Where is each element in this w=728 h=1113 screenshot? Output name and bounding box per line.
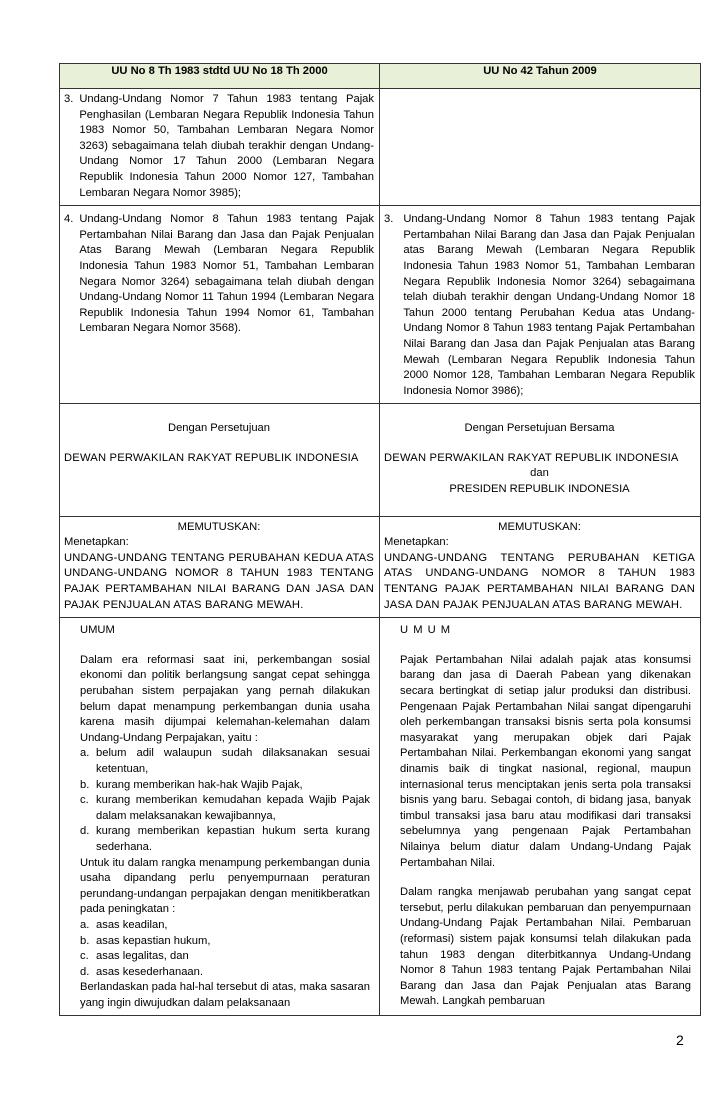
list-item <box>80 778 370 794</box>
general-left <box>60 618 380 1016</box>
decide-left <box>60 516 380 618</box>
establish-label-right: Menetapkan: <box>384 536 449 549</box>
consider-row-1 <box>60 89 701 206</box>
item-letter: b. <box>80 778 90 791</box>
general-heading-right: U M U M <box>400 624 452 637</box>
decide-row <box>60 516 701 618</box>
item-letter: d. <box>80 965 90 978</box>
approval-body-left: DEWAN PERWAKILAN RAKYAT REPUBLIK INDONESIA <box>64 451 359 464</box>
decide-heading-right: MEMUTUSKAN: <box>498 520 581 533</box>
item-number: 3. <box>384 213 394 226</box>
general-end-left: Berlandaskan pada hal-hal tersebut di atas, maka sasaran yang ingin diwujudkan dalam pelaksanaan <box>80 981 370 1009</box>
item-text: kurang memberikan kepastian hukum serta kurang sederhana. <box>96 825 370 853</box>
header-row <box>60 64 701 89</box>
decide-heading-left: MEMUTUSKAN: <box>177 520 261 533</box>
item-text: kurang memberikan hak-hak Wajib Pajak, <box>96 778 303 791</box>
list-item <box>80 949 370 965</box>
approval-body-right: DEWAN PERWAKILAN RAKYAT REPUBLIK INDONESIA <box>384 451 679 464</box>
item-text: asas keadilan, <box>96 918 168 931</box>
item-text: kurang memberikan kemudahan kepada Wajib Pajak dalam melaksanakan kewajibannya, <box>96 794 370 822</box>
general-heading-left: UMUM <box>80 624 115 637</box>
list-item <box>80 824 370 855</box>
approval-right <box>380 404 701 516</box>
list-item <box>64 212 374 337</box>
establish-label-left: Menetapkan: <box>64 536 129 549</box>
approval-title-right: Dengan Persetujuan Bersama <box>464 422 615 435</box>
approval-president: PRESIDEN REPUBLIK INDONESIA <box>449 483 630 496</box>
general-right <box>380 618 701 1016</box>
list-item <box>80 934 370 950</box>
general-p2-right: Dalam rangka menjawab perubahan yang sangat cepat tersebut, perlu dilakukan pembaruan dan penyempurnaan Undang-Undang Pajak Pertambahan Nilai. Pembaruan (reformasi) sistem pajak konsumsi telah dilakukan pada tahun 1983 dengan diterbitkannya Undang-Undang Nomor 8 Tahun 1983 tentang Pajak Pertambahan Nilai Barang dan Jasa dan Pajak Penjualan atas Barang Mewah. Langkah pembaruan <box>400 886 691 1008</box>
consider-row-2 <box>60 206 701 404</box>
consider-left-4 <box>60 206 380 404</box>
item-text: asas kepastian hukum, <box>96 934 211 947</box>
consider-right-empty <box>380 89 701 206</box>
item-number: 3. <box>64 93 74 105</box>
list-item <box>384 212 695 399</box>
list-item <box>64 92 374 201</box>
list-item <box>80 918 370 934</box>
item-number: 4. <box>64 213 74 226</box>
item-text: Undang-Undang Nomor 8 Tahun 1983 tentang Pajak Pertambahan Nilai Barang dan Jasa dan Pajak Penjualan atas Barang Mewah (Lembaran Negara Republik Indonesia Tahun 1983 Nomor 51, Tambahan Lembaran Negara Republik Indonesia Nomor 3264) sebagaimana telah diubah terakhir dengan Undang-Undang Nomor 18 Tahun 2000 tentang Perubahan Kedua atas Undang-Undang Nomor 8 Tahun 1983 tentang Pajak Pertambahan Nilai Barang dan Jasa dan Pajak Penjualan atas Barang Mewah (Lembaran Negara Republik Indonesia Tahun 2000 Nomor 128, Tambahan Lembaran Negara Republik Indonesia Nomor 3986); <box>403 213 695 397</box>
item-text: Undang-Undang Nomor 8 Tahun 1983 tentang Pajak Pertambahan Nilai Barang dan Jasa dan Pajak Penjualan Atas Barang Mewah (Lembaran Negara Republik Indonesia Tahun 1983 Nomor 51, Tambahan Lembaran Negara Nomor 3264) sebagaimana telah diubah dengan Undang-Undang Nomor 11 Tahun 1994 (Lembaran Negara Republik Indonesia Tahun 1994 Nomor 61, Tambahan Lembaran Negara Nomor 3568). <box>79 213 374 335</box>
item-text: belum adil walaupun sudah dilaksanakan sesuai ketentuan, <box>96 747 370 775</box>
item-text: asas kesederhanaan. <box>96 965 203 978</box>
item-letter: b. <box>80 934 90 947</box>
law-title-left: UNDANG-UNDANG TENTANG PERUBAHAN KEDUA ATAS UNDANG-UNDANG NOMOR 8 TAHUN 1983 TENTANG PAJAK PERTAMBAHAN NILAI BARANG DAN JASA DAN PAJAK PENJUALAN ATAS BARANG MEWAH. <box>64 551 374 611</box>
item-letter: a. <box>80 918 90 931</box>
item-letter: d. <box>80 825 90 838</box>
item-text: asas legalitas, dan <box>96 950 189 963</box>
approval-and: dan <box>530 467 549 480</box>
item-letter: c. <box>80 794 89 807</box>
general-mid-left: Untuk itu dalam rangka menampung perkembangan dunia usaha dipandang perlu penyempurnaan peraturan perundang-undangan perpajakan dengan menitikberatkan pada peningkatan : <box>80 856 370 916</box>
header-left: UU No 8 Th 1983 stdtd UU No 18 Th 2000 <box>60 64 380 89</box>
general-row <box>60 618 701 1016</box>
consider-left-3 <box>60 89 380 206</box>
item-text: Undang-Undang Nomor 7 Tahun 1983 tentang Pajak Penghasilan (Lembaran Negara Republik Indonesia Tahun 1983 Nomor 50, Tambahan Lembaran Negara Nomor 3263) sebagaimana telah diubah terakhir dengan Undang-Undang Nomor 17 Tahun 2000 (Lembaran Negara Republik Indonesia Tahun 2000 Nomor 127, Tambahan Lembaran Negara Nomor 3985); <box>79 93 374 199</box>
item-letter: a. <box>80 747 90 760</box>
general-intro-left: Dalam era reformasi saat ini, perkembangan sosial ekonomi dan politik berlangsung sangat cepat sehingga perubahan sistem perpajakan yang pernah dilakukan belum dapat menampung perkembangan dunia usaha karena masih dijumpai kelemahan-kelemahan dalam Undang-Undang Perpajakan, yaitu : <box>80 653 370 744</box>
item-letter: c. <box>80 950 89 963</box>
list-item <box>80 965 370 981</box>
law-title-right: UNDANG-UNDANG TENTANG PERUBAHAN KETIGA ATAS UNDANG-UNDANG NOMOR 8 TAHUN 1983 TENTANG PAJAK PERTAMBAHAN NILAI BARANG DAN JASA DAN PAJAK PENJUALAN ATAS BARANG MEWAH. <box>384 551 695 611</box>
page-number: 2 <box>676 1032 684 1048</box>
approval-title-left: Dengan Persetujuan <box>167 422 270 435</box>
header-right: UU No 42 Tahun 2009 <box>380 64 701 89</box>
list-item <box>80 746 370 777</box>
decide-right <box>380 516 701 618</box>
comparison-table <box>59 63 701 1016</box>
consider-right-3 <box>380 206 701 404</box>
list-item <box>80 793 370 824</box>
approval-row <box>60 404 701 516</box>
general-p1-right: Pajak Pertambahan Nilai adalah pajak atas konsumsi barang dan jasa di Daerah Pabean yang dikenakan secara bertingkat di setiap jalur produksi dan distribusi. Pengenaan Pajak Pertambahan Nilai sangat dipengaruhi oleh perkembangan transaksi bisnis serta pola konsumsi masyarakat yang merupakan objek dari Pajak Pertambahan Nilai. Perkembangan ekonomi yang sangat dinamis baik di tingkat nasional, regional, maupun internasional terus menciptakan jenis serta pola transaksi bisnis yang baru. Sebagai contoh, di bidang jasa, banyak timbul transaksi jasa baru atau modifikasi dari transaksi sebelumnya yang pengenaan Pajak Pertambahan Nilainya belum diatur dalam Undang-Undang Pajak Pertambahan Nilai. <box>400 653 691 869</box>
approval-left <box>60 404 380 516</box>
